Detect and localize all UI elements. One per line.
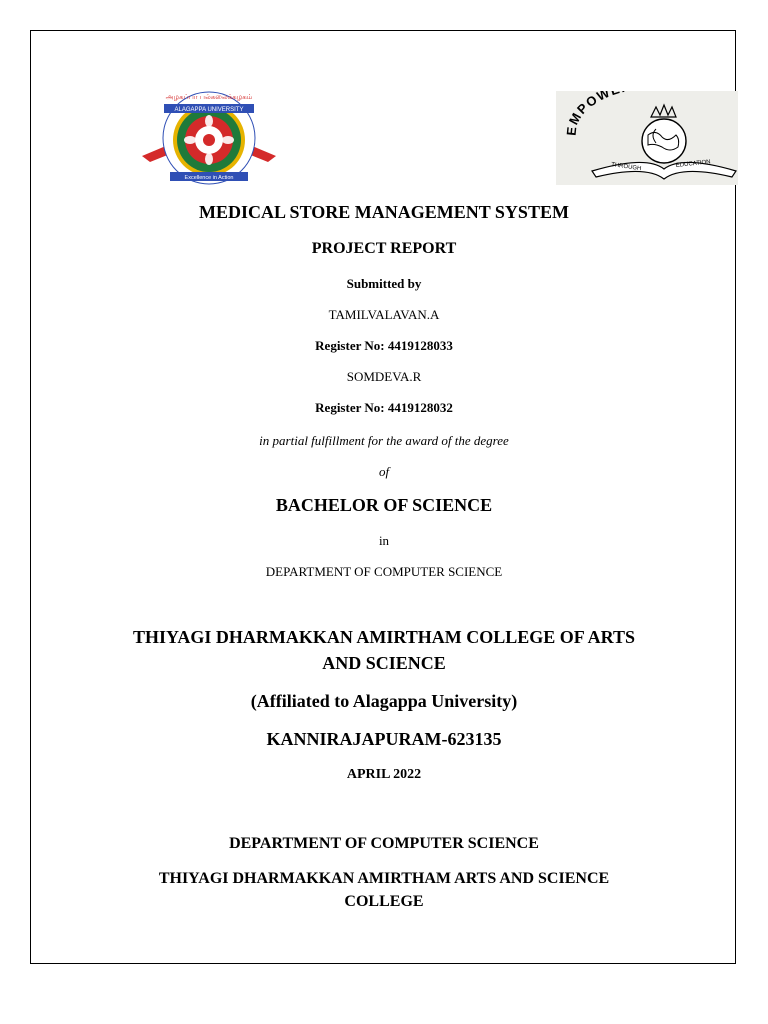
- of-text: of: [378, 464, 390, 479]
- fulfillment-text: in partial fulfillment for the award of the degree: [259, 433, 509, 448]
- degree-title: BACHELOR OF SCIENCE: [275, 495, 493, 515]
- college-name-line1: THIYAGI DHARMAKKAN AMIRTHAM COLLEGE OF ARTS: [133, 627, 635, 647]
- submitted-by-label: Submitted by: [346, 276, 422, 291]
- in-text: in: [378, 533, 390, 548]
- affiliation-text: (Affiliated to Alagappa University): [250, 691, 518, 711]
- student-name-1: TAMILVALAVAN.A: [328, 307, 440, 322]
- student-register-1: Register No: 4419128033: [315, 338, 453, 353]
- project-title: MEDICAL STORE MANAGEMENT SYSTEM: [199, 202, 569, 222]
- location-text: KANNIRAJAPURAM-623135: [266, 729, 502, 749]
- date-text: APRIL 2022: [346, 767, 422, 782]
- footer-department: DEPARTMENT OF COMPUTER SCIENCE: [229, 835, 539, 852]
- emblem-education-text: EDUCATION: [675, 159, 711, 169]
- seal-arc-text: அழகப்பா பல்கலைக்கழகம்: [165, 93, 253, 101]
- student-name-2: SOMDEVA.R: [346, 369, 422, 384]
- college-name-line2: AND SCIENCE: [322, 653, 446, 673]
- footer-college-line2: COLLEGE: [344, 893, 424, 910]
- seal-motto: Excellence in Action: [184, 175, 234, 181]
- university-logo: [140, 88, 278, 188]
- seal-subtitle: ALAGAPPA UNIVERSITY: [174, 107, 244, 113]
- report-type: PROJECT REPORT: [311, 240, 457, 257]
- emblem-top-text: EMPOW: [563, 91, 614, 137]
- empowerment-logo: [556, 91, 738, 185]
- department-text: DEPARTMENT OF COMPUTER SCIENCE: [265, 564, 503, 579]
- student-register-2: Register No: 4419128032: [315, 400, 453, 415]
- emblem-through-text: THROUGH: [610, 162, 642, 173]
- footer-college-line1: THIYAGI DHARMAKKAN AMIRTHAM ARTS AND SCIENCE: [158, 870, 610, 887]
